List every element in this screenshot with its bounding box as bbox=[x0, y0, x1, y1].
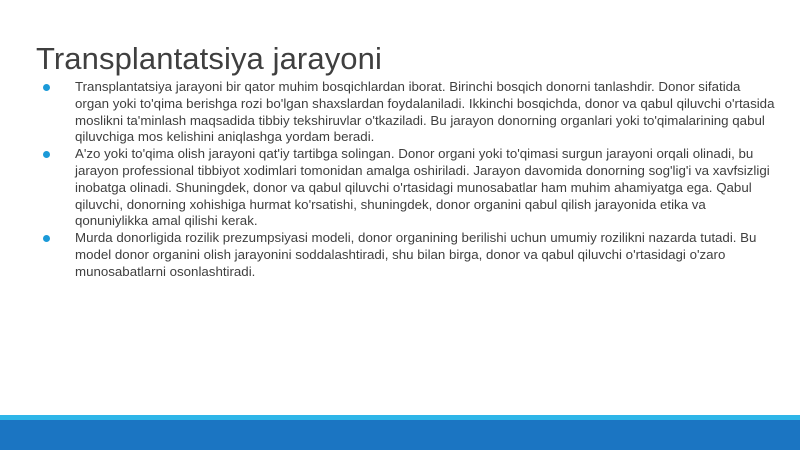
slide-title: Transplantatsiya jarayoni bbox=[36, 41, 382, 76]
bullet-dot-icon bbox=[43, 235, 50, 242]
bullet-list bbox=[40, 79, 775, 281]
bullet-text: Transplantatsiya jarayoni bir qator muhim bosqichlardan iborat. Birinchi bosqich donorni tanlashdir. Donor sifatida organ yoki to'qima berishga rozi bo'lgan shaxslardan foydalaniladi. Ikkinchi bosqichda, donor va qabul qiluvchi o'rtasida moslikni ta'minlash maqsadida tibbiy tekshiruvlar o'tkaziladi. Bu jarayon donorning organlari yoki to'qimalarining qabul qiluvchiga mos kelishini aniqlashga yordam beradi. bbox=[75, 79, 775, 145]
bullet-text: Murda donorligida rozilik prezumpsiyasi modeli, donor organining berilishi uchun umumiy rozilikni nazarda tutadi. Bu model donor organini olish jarayonini soddalashtiradi, shu bilan birga, donor va qabul qiluvchi o'rtasidagi o'zaro munosabatlarni osonlashtiradi. bbox=[75, 230, 757, 279]
bullet-item bbox=[40, 79, 775, 146]
bullet-text: A'zo yoki to'qima olish jarayoni qat'iy tartibga solingan. Donor organi yoki to'qimasi surgun jarayoni orqali olinadi, bu jarayon professional tibbiyot xodimlari tomonidan amalga oshiriladi. Jarayon davomida donorning sog'lig'i va xavfsizligi inobatga olinadi. Shuningdek, donor va qabul qiluvchi o'rtasidagi munosabatlar ham muhim ahamiyatga ega. Qabul qiluvchi, donorning xohishiga hurmat ko'rsatishi, shuningdek, donor organini qabul qilish jarayonida etika va qonuniylikka amal qilishi kerak. bbox=[75, 146, 770, 229]
footer-band-highlight bbox=[0, 415, 800, 420]
bullet-dot-icon bbox=[43, 151, 50, 158]
bullet-dot-icon bbox=[43, 84, 50, 91]
bullet-item bbox=[40, 146, 775, 230]
bullet-item bbox=[40, 230, 775, 280]
footer-band bbox=[0, 415, 800, 450]
